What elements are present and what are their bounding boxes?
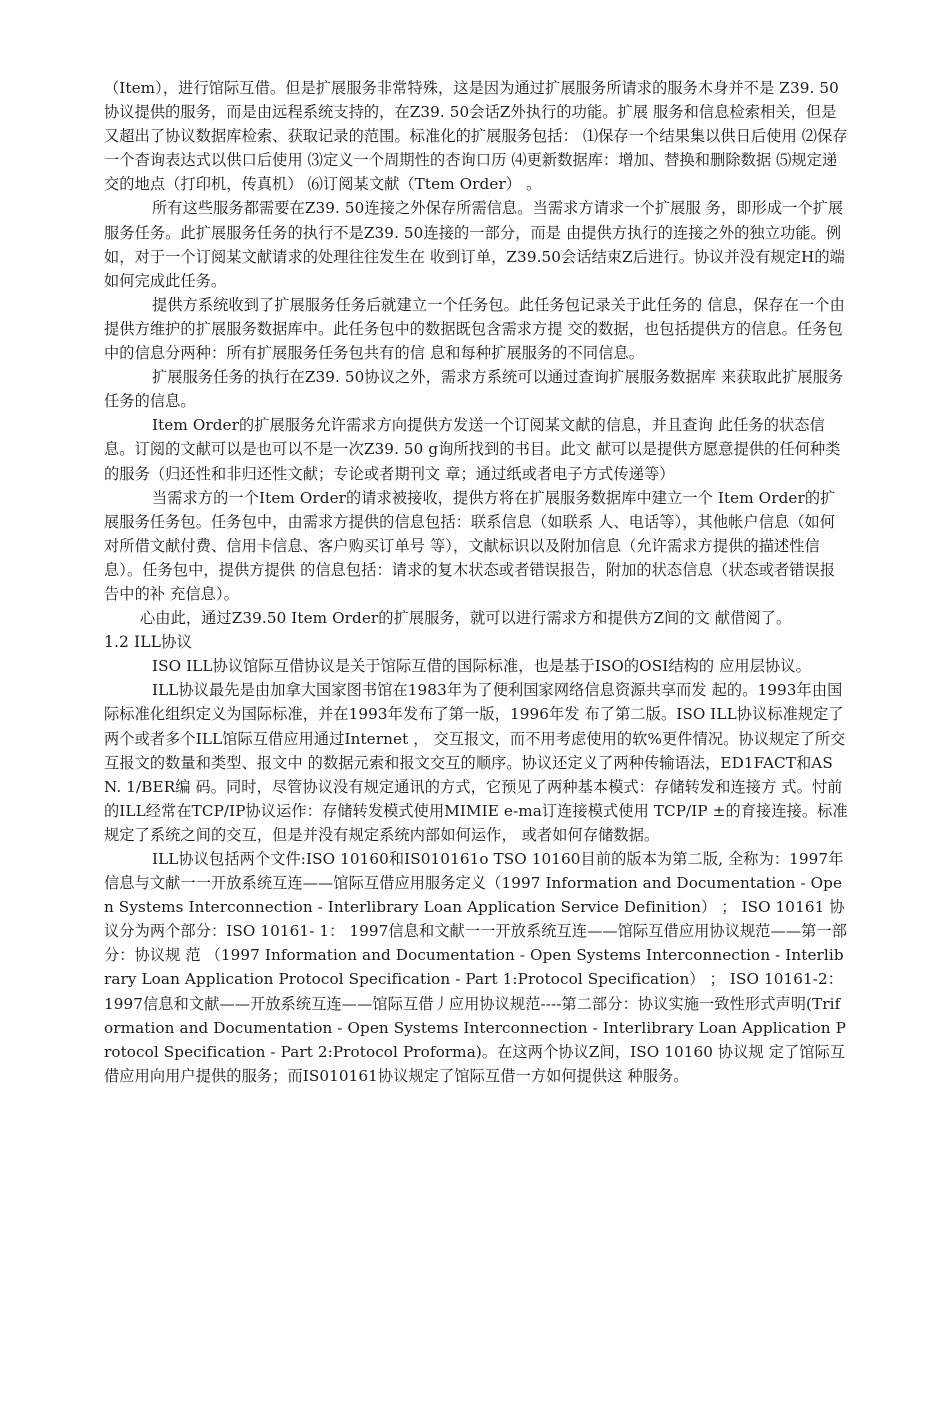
paragraph-extended-services: 所有这些服务都需要在Z39. 50连接之外保存所需信息。当需求方请求一个扩展服 务，即形成一个扩展服务任务。此扩展服务任务的执行不是Z39. 50连接的一部分，而是 由提供方执行的连接之外的独立功能。例如，对于一个订阅某文献请求的处理往往发生在 收到订单，Z39.50会话结束Z后进行。协议并没有规定H的端如何完成此任务。 [104,199,845,290]
section-heading-ill: 1.2 ILL协议 [104,633,193,652]
paragraph-item-intro: （Item），进行馆际互借。但是扩展服务非常特殊，这是因为通过扩展服务所请求的服务木身并不是 Z39. 50协议提供的服务，而是由远程系统支持的，在Z39. 50会话Z外执行的功能。扩展 服务和信息检索相关，但是又超出了协议数据库检索、获取记录的范围。标准化的扩展服务包括： ⑴保存一个结果集以供日后使用 ⑵保存一个杳询表达式以供口后使用 ⑶定义一个周期性的杏询口历 ⑷更新数据库：增加、替换和删除数据 ⑸规定递交的地点（打印机，传真机） ⑹订阅某文献（Ttem Order） 。 [104,79,848,194]
document-body [104,76,849,1088]
paragraph-task-execution: 扩展服务任务的执行在Z39. 50协议之外，需求方系统可以通过查询扩展服务数据库 来获取此扩展服务任务的信息。 [104,368,844,411]
paragraph-conclusion: 心由此，通过Z39.50 Item Order的扩展服务，就可以进行需求方和提供方Z间的文 献借阅了。 [140,609,792,628]
paragraph-ill-intro: ISO ILL协议馆际互借协议是关于馆际互借的国际标准，也是基于ISO的OSI结构的 应用层协议。 [152,657,811,676]
paragraph-task-package: 提供方系统收到了扩展服务任务后就建立一个任务包。此任务包记录关于此任务的 信息，保存在一个由提供方维护的扩展服务数据库中。此任务包中的数据既包含需求方提 交的数据，也包括提供方的信息。任务包中的信息分两种：所有扩展服务任务包共有的信 息和每种扩展服务的不同信息。 [104,295,845,363]
paragraph-item-order: Item Order的扩展服务允许需求方向提供方发送一个订阅某文献的信息，并且查询 此任务的状态信息。订阅的文献可以是也可以不是一次Z39. 50 g询所找到的书目。此文 献可以是提供方愿意提供的任何种类的服务（归还性和非归还性文献；专论或者期刊文 章；通过纸或者电子方式传递等） [104,416,841,483]
paragraph-item-order-request: 当需求方的一个Item Order的请求被接收，提供方将在扩展服务数据库中建立一个 Item Order的扩展服务任务包。任务包中，由需求方提供的信息包括：联系信息（如联系 人、电话等），其他帐户信息（如何对所借文献付费、信用卡信息、客户购买订单号 等），文献标识以及附加信息（允许需求方提供的描述性信息）。任务包中，提供方提供 的信息包括：请求的复木状态或者错误报告，附加的状态信息（状态或者错误报告中的补 充信息）。 [104,488,836,603]
paragraph-ill-documents: ILL协议包括两个文件:ISO 10160和IS010161o TSO 10160目前的版本为第二版, 全称为：1997年信息与文献一一开放系统互连——馆际互借应用服务定义（1997 Information and Documentation - Open Systems Interconnection - Interlibrary Loan Application Service Definition） ； ISO 10161 协议分为两个部分：ISO 10161- 1： 1997信息和文献一一开放系统互连——馆际互借应用协议规范——第一部分：协议规 范 （1997 Information and Documentation - Open Systems Interconnection - Interlibrary Loan Application Protocol Specification - Part 1:Protocol Specification） ； ISO 10161-2： 1997信息和文献——开放系统互连——馆际互借丿应用协议规范----第二部分：协议实施一致性形式声明(Triformation and Documentation - Open Systems Interconnection - Interlibrary Loan Application Protocol Specification - Part 2:Protocol Proforma)。在这两个协议Z间，ISO 10160 协议规 定了馆际互借应用向用户提供的服务；而IS010161协议规定了馆际互借一方如何提供这 种服务。 [104,850,848,1085]
paragraph-ill-history: ILL协议最先是由加拿大国家图书馆在1983年为了便利国家网络信息资源共享而发 起的。1993年由国际标准化组织定义为国际标准，并在1993年发布了第一版，1996年发 布了第二版。ISO ILL协议标准规定了两个或者多个ILL馆际互借应用通过Internet ， 交互报文，而不用考虑使用的软%更件情况。协议规定了所交互报文的数量和类型、报文中 的数据元索和报文交互的顺序。协议还定义了两种传输语法，ED1FACT和ASN. 1/BER编 码。同时，尽管协议没有规定通讯的方式，它预见了两种基本模式：存储转发和连接方 式。忖前的ILL经常在TCP/IP协议运作：存储转发模式使用MIMIE e-ma订连接模式使用 TCP/IP ±的育接连接。标准规定了系统之间的交互，但是并没有规定系统内部如何运作， 或者如何存储数据。 [104,681,848,844]
